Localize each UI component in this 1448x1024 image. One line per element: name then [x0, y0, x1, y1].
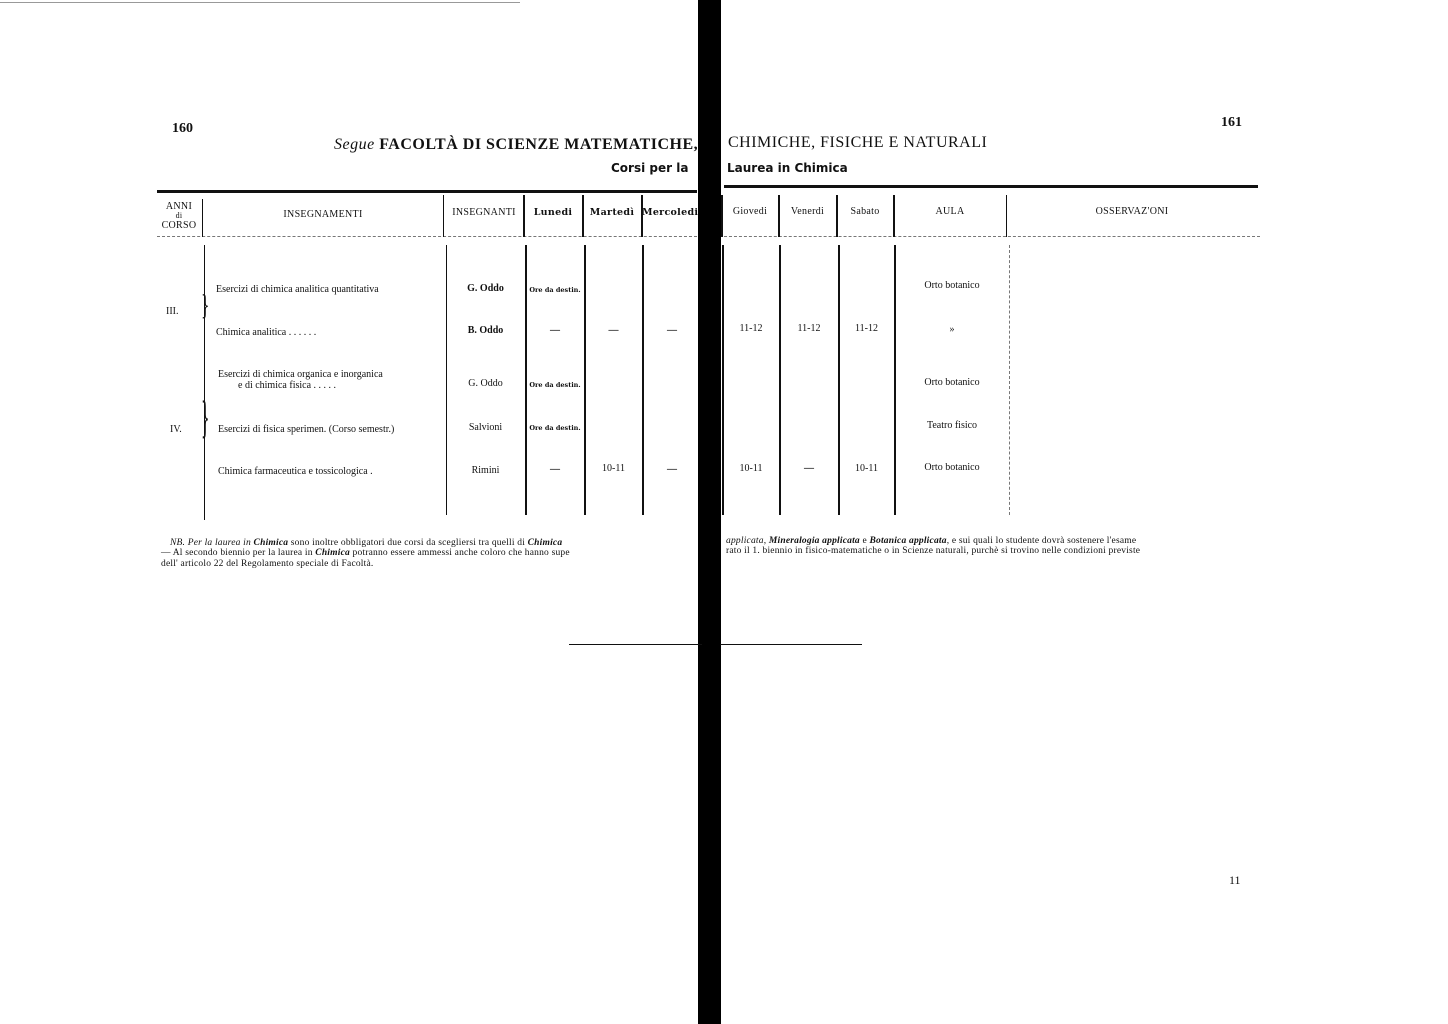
row5-venerdi: — [804, 463, 814, 474]
row5-teacher: Rimini [471, 465, 500, 476]
header-insegnanti: INSEGNANTI [452, 207, 516, 218]
left-page-number: 160 [172, 121, 193, 136]
note-left-2a: — Al secondo biennio per la laurea in [161, 548, 316, 558]
row3-course-line2: e di chimica fisica . . . . . [238, 380, 337, 391]
row3-course [218, 369, 383, 391]
row5-aula: Orto botanico [924, 462, 980, 473]
left-subheader: Corsi per la [611, 161, 689, 175]
col-sep [838, 245, 840, 515]
row5-course: Chimica farmaceutica e tossicologica . [218, 466, 373, 477]
right-subheader: Laurea in Chimica [727, 161, 848, 175]
col-sep [584, 245, 586, 515]
note-left-2c: potranno essere ammessi anche coloro che hanno supe [349, 548, 570, 558]
brace-iv: } [201, 395, 210, 443]
row1-lunedi: Ore da destin. [529, 286, 581, 294]
note-left-1d: Chimica [527, 538, 563, 548]
note-right-1c: Mineralogia applicata [768, 536, 860, 546]
row1-aula: Orto botanico [924, 280, 980, 291]
top-edge-line [0, 2, 520, 3]
table-top-rule-left [157, 190, 697, 193]
note-left-line2 [161, 548, 570, 559]
year-iii: III. [166, 306, 179, 317]
header-lunedi: Lunedi [533, 207, 573, 218]
header-martedi: Martedì [589, 207, 635, 218]
right-page-header: CHIMICHE, FISICHE E NATURALI [728, 134, 988, 151]
row1-course: Esercizi di chimica analitica quantitativa [216, 284, 379, 295]
header-anni-line1: ANNI [165, 201, 193, 212]
header-insegnamenti: INSEGNAMENTI [283, 209, 363, 220]
col-sep [722, 245, 724, 515]
header-mercoledi: Mercoledi [642, 207, 699, 218]
note-right-1b: , [763, 536, 769, 546]
header-anni-line2: di [175, 211, 183, 220]
row5-lunedi: — [550, 464, 560, 475]
note-left-2b: Chimica [315, 548, 350, 558]
header-segue: Segue [334, 136, 375, 153]
row2-lunedi: — [550, 325, 560, 336]
col-sep [779, 245, 781, 515]
note-right-1f: , e sui quali lo studente dovrà sostenere l'esame [946, 536, 1137, 546]
row5-sabato: 10-11 [855, 463, 878, 474]
header-anni [157, 201, 201, 231]
row2-venerdi: 11-12 [797, 323, 821, 334]
row2-giovedi: 11-12 [739, 323, 763, 334]
header-sabato: Sabato [850, 206, 880, 217]
row4-teacher: Salvioni [468, 422, 503, 433]
left-page-header [334, 136, 698, 154]
header-bottom-rule-right [724, 236, 1260, 237]
row3-course-line1: Esercizi di chimica organica e inorganica [218, 369, 383, 380]
bottom-rule-right [720, 644, 862, 645]
note-right-1e: Botanica applicata [869, 536, 947, 546]
row4-aula: Teatro fisico [926, 420, 978, 431]
col-sep [204, 245, 205, 520]
note-left-1b: Chimica [253, 538, 289, 548]
book-spine-shadow [707, 0, 721, 1024]
row2-teacher: B. Oddo [467, 325, 504, 336]
note-left-1c: sono inoltre obbligatori due corsi da scegliersi tra quelli di [288, 538, 528, 548]
row3-teacher: G. Oddo [468, 378, 503, 389]
row4-lunedi: Ore da destin. [529, 424, 581, 432]
header-osservazioni: OSSERVAZ'ONI [1095, 206, 1169, 217]
note-right-1a: applicata [726, 536, 764, 546]
row5-martedi: 10-11 [602, 463, 625, 474]
brace-iii: } [201, 291, 210, 321]
col-sep [1009, 245, 1010, 515]
row4-course: Esercizi di fisica sperimen. (Corso semestr.) [218, 424, 395, 435]
header-venerdi: Venerdi [790, 206, 825, 217]
header-facolta: FACOLTÀ DI SCIENZE MATEMATICHE, [379, 136, 699, 153]
note-right-line2: rato il 1. biennio in fisico-matematiche o in Scienze naturali, purchè si trovino nelle condizioni previste [726, 546, 1141, 556]
header-giovedi: Giovedi [732, 206, 768, 217]
row3-lunedi: Ore da destin. [529, 381, 581, 389]
header-aula: AULA [935, 206, 965, 217]
bottom-rule-left [569, 644, 702, 645]
row2-mercoledi: — [667, 325, 677, 336]
row2-course: Chimica analitica . . . . . . [216, 327, 317, 338]
table-top-rule-right [724, 185, 1258, 188]
row2-sabato: 11-12 [855, 323, 878, 334]
row2-martedi: — [608, 325, 619, 336]
row5-mercoledi: — [667, 464, 677, 475]
note-left-line3: dell' articolo 22 del Regolamento speciale di Facoltà. [161, 559, 374, 569]
right-page-number: 161 [1221, 115, 1242, 130]
note-left-1a: NB. Per la laurea in [170, 538, 254, 548]
row3-aula: Orto botanico [924, 377, 980, 388]
header-anni-line3: CORSO [161, 220, 197, 231]
signature-mark: 11 [1229, 873, 1241, 887]
row2-aula: » [949, 324, 955, 335]
row1-teacher: G. Oddo [467, 283, 504, 294]
row5-giovedi: 10-11 [739, 463, 763, 474]
year-iv: IV. [170, 424, 182, 435]
header-bottom-rule-left [157, 236, 697, 237]
note-right-1d: e [859, 536, 870, 546]
